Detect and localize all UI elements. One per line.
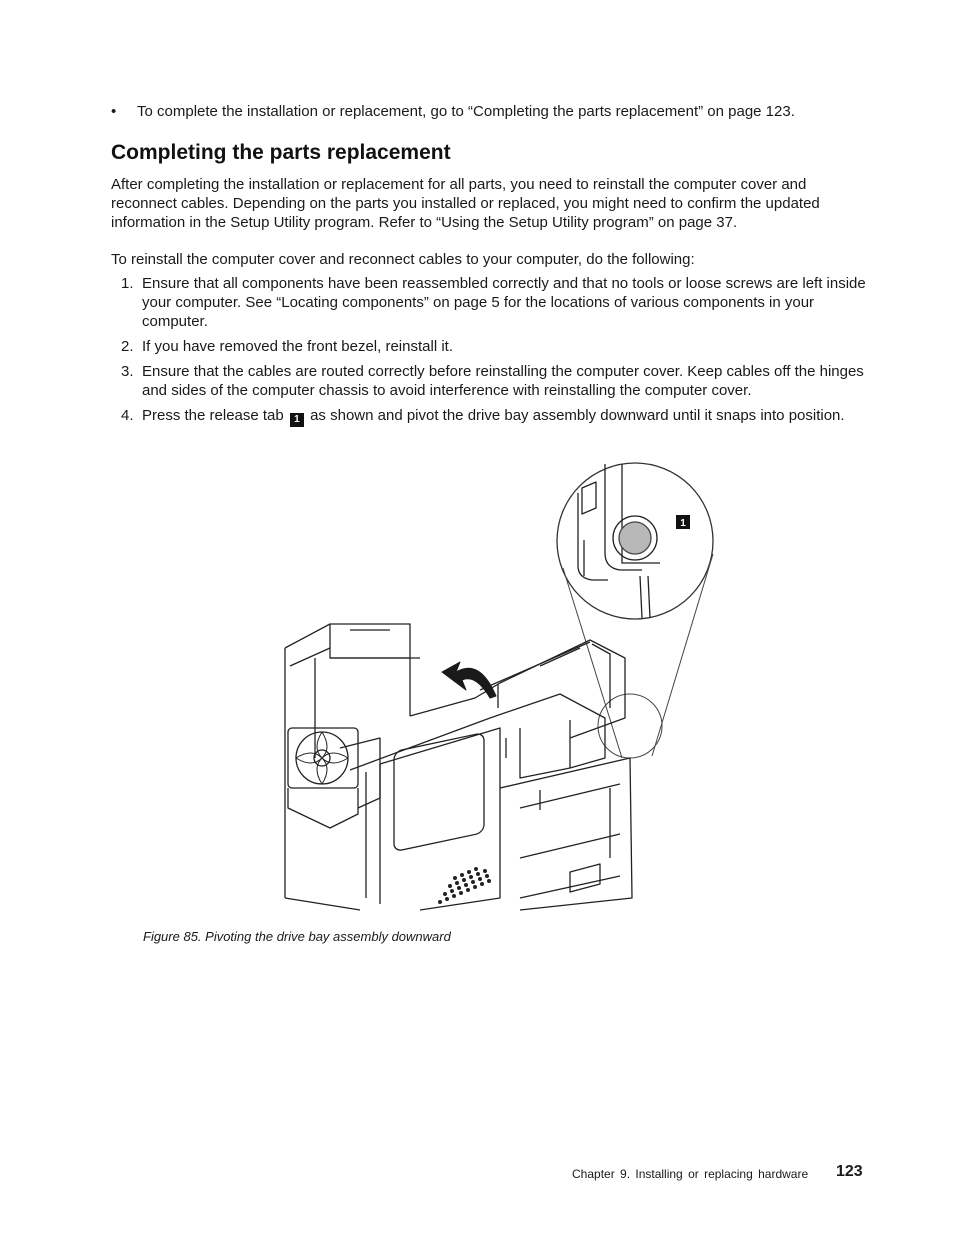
step-text-after: as shown and pivot the drive bay assembly downward until it snaps into position. <box>310 407 845 424</box>
step-item <box>111 406 871 427</box>
rotation-arrow <box>442 662 496 698</box>
callout-marker: 1 <box>290 413 304 427</box>
step-text-before: Press the release tab <box>142 407 284 424</box>
step-number: 4. <box>121 407 134 424</box>
step-item <box>111 362 871 400</box>
bullet-text: To complete the installation or replacement, go to “Completing the parts replacement” on page 123. <box>137 103 795 120</box>
page-number: 123 <box>836 1163 863 1180</box>
step-item <box>111 274 871 331</box>
steps-list <box>111 274 871 433</box>
section-title: Completing the parts replacement <box>111 141 451 164</box>
drive-bay-illustration <box>270 458 686 910</box>
intro-paragraph: After completing the installation or replacement for all parts, you need to reinstall the computer cover and reconnect cables. Depending on the parts you installed or replaced, you might need to confirm the updated information in the Setup Utility program. Refer to “Using the Setup Utility program” on page 37. <box>111 176 820 231</box>
bullet-symbol: • <box>111 103 117 120</box>
step-item <box>111 337 871 356</box>
step-text: Ensure that the cables are routed correctly before reinstalling the computer cover. Keep cables off the hinges and sides of the computer chassis to avoid interference with reinstalling the computer cover. <box>142 363 864 399</box>
figure-callout-label: 1 <box>680 518 686 529</box>
figure-caption: Figure 85. Pivoting the drive bay assembly downward <box>143 929 451 944</box>
bullet-item <box>111 102 795 121</box>
step-number: 1. <box>121 275 134 292</box>
footer-chapter: Chapter 9. Installing or replacing hardware <box>572 1167 809 1181</box>
step-text: If you have removed the front bezel, reinstall it. <box>142 338 453 355</box>
step-number: 3. <box>121 363 134 380</box>
step-number: 2. <box>121 338 134 355</box>
lead-paragraph: To reinstall the computer cover and reconnect cables to your computer, do the following: <box>111 251 695 268</box>
step-text: Ensure that all components have been reassembled correctly and that no tools or loose screws are left inside your computer. See “Locating components” on page 5 for the locations of various components in your computer. <box>142 275 866 330</box>
